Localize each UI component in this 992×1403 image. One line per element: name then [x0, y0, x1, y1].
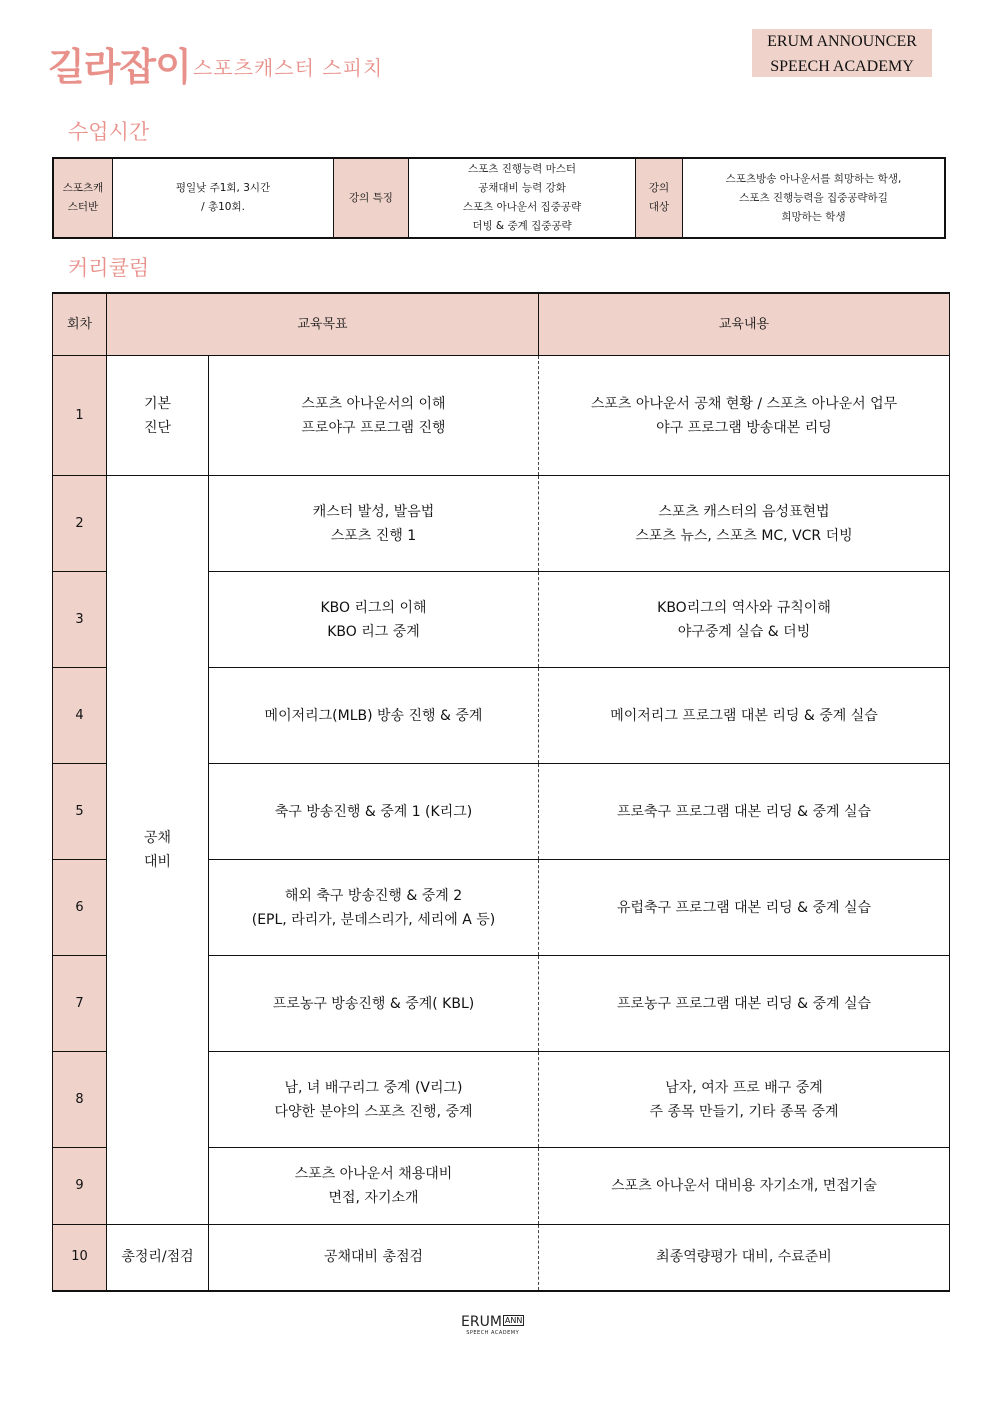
- content-line: 야구 프로그램 방송대본 리딩: [656, 419, 832, 436]
- goal-line: 해외 축구 방송진행 & 중계 2: [284, 887, 463, 904]
- target-item: 스포츠 진행능력을 집중공략하길: [739, 191, 888, 204]
- goal-cell: [209, 1148, 539, 1225]
- session-number: 1: [53, 356, 107, 476]
- section-title-curriculum: 커리큘럼: [68, 256, 150, 280]
- class-label-line: 스터반: [67, 201, 99, 213]
- header-no: 회차: [53, 293, 107, 356]
- session-number: 7: [53, 956, 107, 1052]
- footer-logo-ann: ANN: [504, 1316, 523, 1325]
- session-number: 9: [53, 1148, 107, 1225]
- session-number: 4: [53, 668, 107, 764]
- goal-line: 남, 녀 배구리그 중계 (V리그): [284, 1079, 463, 1096]
- class-label-line: 스포츠캐: [62, 182, 104, 194]
- category-line: 대비: [143, 854, 172, 870]
- content-line: 주 종목 만들기, 기타 종목 중계: [649, 1103, 839, 1120]
- content-cell: [539, 1052, 950, 1148]
- target-item: 스포츠방송 아나운서를 희망하는 학생,: [725, 172, 902, 185]
- goal-line: 스포츠 아나운서의 이해: [301, 395, 446, 412]
- header-goal: 교육목표: [107, 293, 539, 356]
- section-title-schedule: 수업시간: [68, 120, 150, 144]
- target-label: [636, 158, 683, 238]
- content-cell: [539, 1148, 950, 1225]
- session-number: 10: [53, 1225, 107, 1291]
- category-basic: [107, 356, 209, 476]
- goal-cell: [209, 668, 539, 764]
- table-row: [53, 356, 950, 476]
- target-item: 희망하는 학생: [781, 210, 846, 223]
- content-line: 스포츠 아나운서 대비용 자기소개, 면접기술: [611, 1178, 877, 1194]
- schedule-table: [52, 157, 946, 239]
- target-label-line: 강의: [648, 182, 670, 194]
- content-cell: [539, 572, 950, 668]
- content-line: 스포츠 뉴스, 스포츠 MC, VCR 더빙: [635, 527, 853, 544]
- content-cell: [539, 476, 950, 572]
- footer-logo: [461, 1311, 524, 1336]
- session-number: 2: [53, 476, 107, 572]
- target-list: [683, 158, 946, 238]
- page-title: 길라잡이: [48, 45, 191, 89]
- goal-cell: [209, 356, 539, 476]
- goal-line: 프로야구 프로그램 진행: [301, 419, 446, 436]
- content-line: 스포츠 아나운서 공채 현황 / 스포츠 아나운서 업무: [590, 395, 898, 412]
- content-line: 프로농구 프로그램 대본 리딩 & 중계 실습: [616, 995, 871, 1012]
- category-line: 기본: [143, 395, 172, 412]
- goal-line: 스포츠 아나운서 채용대비: [294, 1166, 453, 1182]
- table-row: [53, 476, 950, 572]
- academy-line-1: ERUM ANNOUNCER: [767, 33, 917, 50]
- content-cell: [539, 860, 950, 956]
- curriculum-table: [52, 292, 950, 1292]
- content-line: 야구중계 실습 & 더빙: [677, 623, 811, 640]
- target-label-line: 대상: [648, 201, 670, 213]
- category-prep: [107, 476, 209, 1225]
- feature-list: [409, 158, 636, 238]
- content-line: 스포츠 캐스터의 음성표현법: [658, 503, 830, 520]
- goal-cell: [209, 860, 539, 956]
- academy-badge: [752, 29, 932, 77]
- goal-cell: [209, 1052, 539, 1148]
- session-number: 8: [53, 1052, 107, 1148]
- academy-line-2: SPEECH ACADEMY: [770, 58, 914, 75]
- category-line: 공채: [143, 830, 172, 846]
- session-number: 3: [53, 572, 107, 668]
- category-final: 총정리/점검: [107, 1225, 209, 1291]
- content-cell: [539, 764, 950, 860]
- goal-line: 다양한 분야의 스포츠 진행, 중계: [274, 1103, 473, 1120]
- header-content: 교육내용: [539, 293, 950, 356]
- content-line: 유럽축구 프로그램 대본 리딩 & 중계 실습: [616, 899, 871, 916]
- goal-line: 스포츠 진행 1: [330, 527, 417, 544]
- content-cell: [539, 356, 950, 476]
- goal-line: KBO 리그의 이해: [320, 599, 427, 616]
- content-cell: [539, 956, 950, 1052]
- goal-cell: [209, 764, 539, 860]
- goal-line: 면접, 자기소개: [328, 1190, 419, 1206]
- feature-item: 공채대비 능력 강화: [478, 182, 566, 194]
- goal-line: (EPL, 라리가, 분데스리가, 세리에 A 등): [251, 911, 496, 928]
- footer-logo-sub: SPEECH ACADEMY: [466, 1330, 520, 1336]
- class-time-line: 평일낮 주1회, 3시간: [175, 182, 271, 194]
- feature-item: 스포츠 진행능력 마스터: [467, 163, 577, 175]
- footer-logo-main: ERUM: [461, 1314, 502, 1330]
- content-line: 메이저리그 프로그램 대본 리딩 & 중계 실습: [610, 707, 878, 724]
- goal-line: 공채대비 총점검: [323, 1249, 424, 1266]
- table-row: [53, 1225, 950, 1291]
- session-number: 6: [53, 860, 107, 956]
- category-line: 진단: [143, 419, 172, 436]
- feature-item: 스포츠 아나운서 집중공략: [462, 201, 582, 213]
- class-time-line: / 총10회.: [201, 201, 245, 213]
- content-line: 프로축구 프로그램 대본 리딩 & 중계 실습: [616, 803, 871, 820]
- feature-item: 더빙 & 중계 집중공략: [472, 220, 572, 232]
- class-time: [113, 158, 334, 238]
- content-line: 최종역량평가 대비, 수료준비: [656, 1249, 832, 1266]
- feature-label: 강의 특징: [334, 158, 409, 238]
- page-subtitle: 스포츠캐스터 스피치: [193, 56, 384, 80]
- goal-line: 메이저리그(MLB) 방송 진행 & 중계: [264, 707, 483, 724]
- class-label: [53, 158, 113, 238]
- goal-cell: [209, 572, 539, 668]
- goal-line: 프로농구 방송진행 & 중계( KBL): [272, 995, 475, 1012]
- content-cell: [539, 1225, 950, 1291]
- goal-line: KBO 리그 중계: [327, 623, 420, 640]
- content-cell: [539, 668, 950, 764]
- content-line: 남자, 여자 프로 배구 중계: [665, 1079, 823, 1096]
- goal-cell: [209, 956, 539, 1052]
- goal-line: 축구 방송진행 & 중계 1 (K리그): [274, 803, 473, 820]
- goal-cell: [209, 476, 539, 572]
- session-number: 5: [53, 764, 107, 860]
- goal-cell: [209, 1225, 539, 1291]
- goal-line: 캐스터 발성, 발음법: [312, 503, 435, 520]
- content-line: KBO리그의 역사와 규칙이해: [657, 599, 831, 616]
